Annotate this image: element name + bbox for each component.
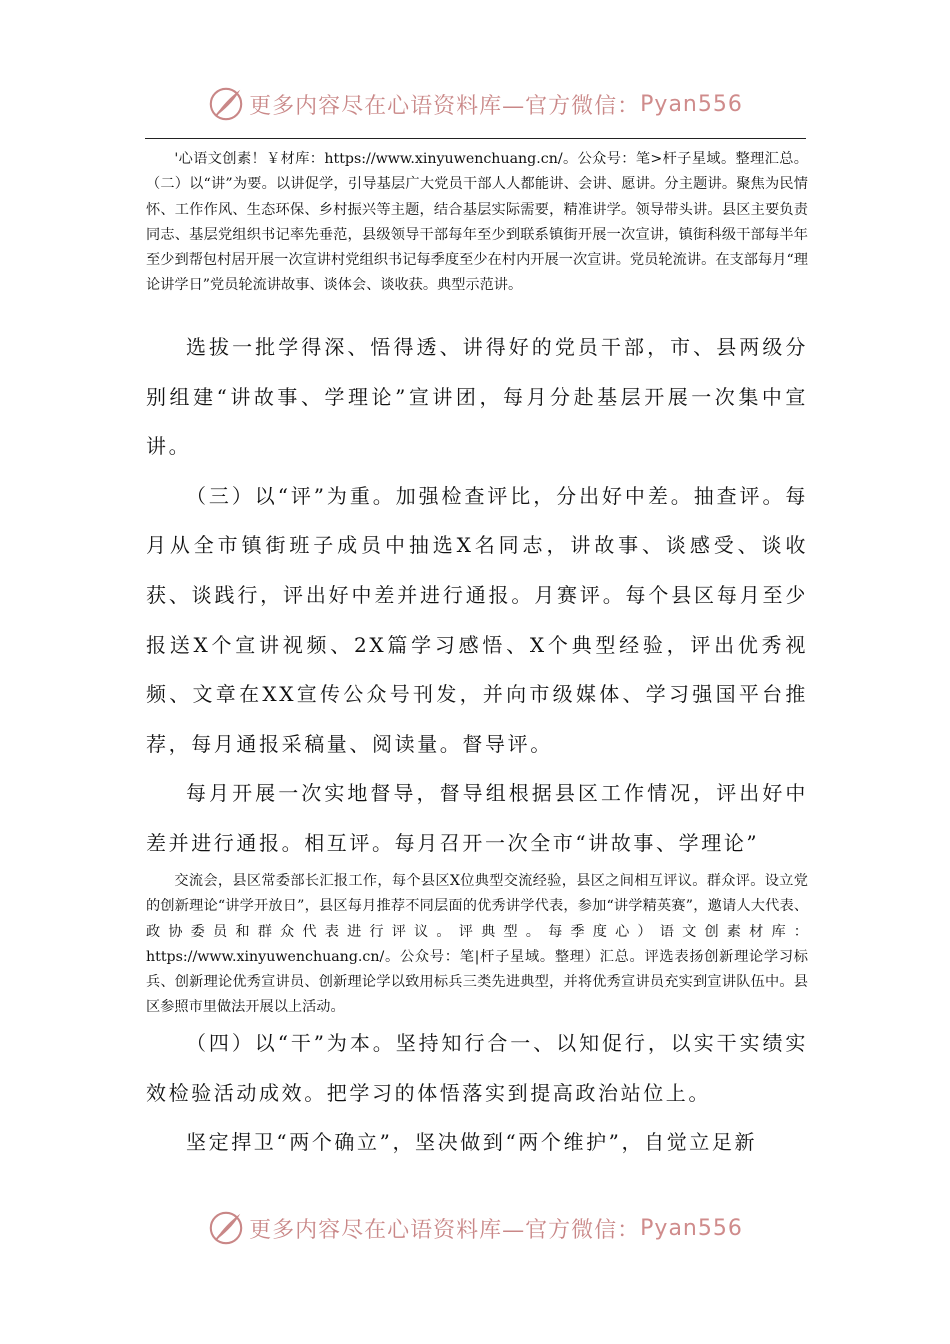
banner-account: Pyan556 — [640, 1215, 743, 1241]
banner-text: 更多内容尽在心语资料库—官方微信： — [249, 93, 641, 119]
paragraph-large-3: 每月开展一次实地督导，督导组根据县区工作情况，评出好中差并进行通报。相互评。每月召开一次全市“讲故事、学理论” — [146, 781, 808, 855]
paragraph-large-4: （四）以“干”为本。坚持知行合一、以知促行，以实干实绩实效检验活动成效。把学习的体悟落实到提高政治站位上。 — [146, 1031, 808, 1105]
paragraph-small-1: '心语文创素！￥材库：https://www.xinyuwenchuang.cn/。公众号：笔>杆子星域。整理汇总。（二）以“讲”为要。以讲促学，引导基层广大党员干部人人都能讲、会讲、愿讲。分主题讲。聚焦为民情怀、工作作风、生态环保、乡村振兴等主题，结合基层实际需要，精准讲学。领导带头讲。县区主要负责同志、基层党组织书记率先垂范，县级领导干部每年至少到联系镇街开展一次宣讲，镇街科级干部每半年至少到帮包村居开展一次宣讲村党组织书记每季度至少在村内开展一次宣讲。党员轮流讲。在支部每月“理论讲学日”党员轮流讲故事、谈体会、谈收获。典型示范讲。 — [146, 151, 808, 294]
banner-account: Pyan556 — [640, 91, 743, 117]
paragraph-small-1-container — [146, 147, 808, 299]
quill-logo-icon — [207, 85, 245, 123]
paragraph-large-group-2 — [146, 1019, 808, 1168]
header-rule — [145, 138, 806, 139]
paragraph-small-2: 交流会，县区常委部长汇报工作，每个县区X位典型交流经验，县区之间相互评议。群众评。设立党的创新理论“讲学开放日”，县区每月推荐不同层面的优秀讲学代表，参加“讲学精英赛”，邀请人大代表、政协委员和群众代表进行评议。评典型。每季度心）语文创素材库：https://www.xinyuwenchuang.cn/。公众号：笔|杆子星域。整理）汇总。评选表扬创新理论学习标兵、创新理论优秀宣讲员、创新理论学以致用标兵三类先进典型，并将优秀宣讲员充实到宣讲队伍中。县区参照市里做法开展以上活动。 — [146, 873, 809, 1016]
quill-logo-icon — [207, 1209, 245, 1247]
paragraph-small-2-container — [146, 869, 808, 1021]
footer-banner — [0, 1208, 950, 1248]
paragraph-large-1: 选拔一批学得深、悟得透、讲得好的党员干部，市、县两级分别组建“讲故事、学理论”宣讲团，每月分赴基层开展一次集中宣讲。 — [146, 335, 808, 459]
paragraph-large-group-1 — [146, 323, 808, 869]
header-banner — [0, 84, 950, 124]
paragraph-large-5: 坚定捍卫“两个确立”，坚决做到“两个维护”，自觉立足新 — [186, 1130, 758, 1155]
paragraph-large-2: （三）以“评”为重。加强检查评比，分出好中差。抽查评。每月从全市镇街班子成员中抽选X名同志，讲故事、谈感受、谈收获、谈践行，评出好中差并进行通报。月赛评。每个县区每月至少报送X个宣讲视频、2X篇学习感悟、X个典型经验，评出优秀视频、文章在XX宣传公众号刊发，并向市级媒体、学习强国平台推荐，每月通报采稿量、阅读量。督导评。 — [146, 483, 808, 756]
banner-text: 更多内容尽在心语资料库—官方微信： — [249, 1217, 641, 1243]
